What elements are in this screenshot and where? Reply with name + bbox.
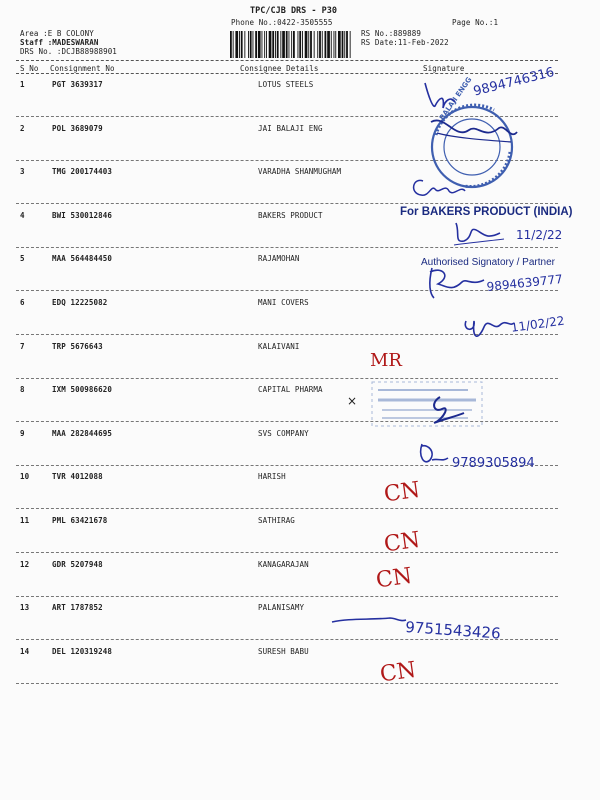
barcode-bar bbox=[233, 31, 234, 58]
row-sno: 7 bbox=[20, 341, 25, 351]
barcode-bar bbox=[350, 31, 351, 58]
row-sno: 6 bbox=[20, 298, 25, 307]
row-consignment-number: MAA 564484450 bbox=[52, 254, 112, 264]
barcode-bar bbox=[325, 31, 327, 58]
barcode-bar bbox=[298, 31, 299, 58]
company-stamp-role: Authorised Signatory / Partner bbox=[421, 257, 555, 268]
header-rule-bottom bbox=[16, 73, 558, 74]
column-header-signature: Signature bbox=[423, 64, 465, 73]
column-header-consignee: Consignee Details bbox=[240, 64, 319, 73]
barcode-bar bbox=[264, 31, 265, 58]
barcode-bar bbox=[235, 31, 238, 58]
row-consignment-number: TVR 4012088 bbox=[52, 472, 103, 482]
barcode-bar bbox=[344, 31, 345, 58]
row-consignment-number: BWI 530012846 bbox=[52, 210, 112, 220]
row-consignee-name: JAI BALAJI ENG bbox=[258, 123, 323, 133]
row-consignee-name: KALAIVANI bbox=[258, 341, 300, 351]
initials-row-11: CN bbox=[382, 527, 422, 558]
row-sno: 5 bbox=[20, 254, 25, 264]
row-consignment-number: ART 1787852 bbox=[52, 603, 103, 613]
handwritten-phone-row-13: 9751543426 bbox=[404, 618, 502, 643]
page-number: Page No.:1 bbox=[452, 18, 499, 27]
barcode-bar bbox=[282, 31, 285, 58]
row-divider bbox=[16, 683, 558, 684]
row-consignee-name: SURESH BABU bbox=[258, 646, 309, 656]
barcode-bar bbox=[262, 31, 263, 58]
column-header-consignment: Consignment No bbox=[50, 64, 115, 73]
barcode-bar bbox=[302, 31, 303, 58]
row-sno: 12 bbox=[20, 559, 30, 569]
handwritten-phone-row-9: 9789305894 bbox=[452, 456, 535, 471]
barcode-bar bbox=[289, 31, 290, 58]
drs-number: DRS No. :DCJB88988901 bbox=[20, 47, 117, 56]
row-consignment-number: MAA 282844695 bbox=[52, 428, 112, 438]
row-consignee-name: MANI COVERS bbox=[258, 298, 309, 307]
row-consignment-number: TRP 5676643 bbox=[52, 341, 103, 351]
barcode-bar bbox=[255, 31, 257, 58]
row-consignment-number: GDR 5207948 bbox=[52, 559, 103, 569]
barcode-bar bbox=[299, 31, 301, 58]
initials-row-12: CN bbox=[374, 563, 414, 594]
barcode-bar bbox=[250, 31, 252, 58]
barcode-bar bbox=[244, 31, 245, 58]
barcode-bar bbox=[258, 31, 261, 58]
row-sno: 14 bbox=[20, 646, 30, 656]
initials-row-7: MR bbox=[370, 350, 402, 371]
report-title: TPC/CJB DRS - P30 bbox=[250, 6, 337, 16]
barcode bbox=[229, 31, 352, 58]
staff-label: Staff :MADESWARAN bbox=[20, 38, 99, 47]
signature-row-4 bbox=[448, 219, 508, 249]
row-consignment-number: DEL 120319248 bbox=[52, 646, 112, 656]
barcode-bar bbox=[335, 31, 336, 58]
row-divider bbox=[16, 203, 558, 204]
row-divider bbox=[16, 596, 558, 597]
barcode-bar bbox=[322, 31, 323, 58]
signature-row-3 bbox=[405, 173, 475, 203]
barcode-bar bbox=[248, 31, 249, 58]
barcode-bar bbox=[277, 31, 279, 58]
barcode-bar bbox=[346, 31, 348, 58]
row-consignee-name: LOTUS STEELS bbox=[258, 80, 314, 89]
rs-number: RS No.:889889 bbox=[361, 29, 421, 38]
barcode-bar bbox=[272, 31, 274, 58]
tick-mark-row-8: × bbox=[347, 394, 358, 408]
row-sno: 9 bbox=[20, 428, 25, 438]
barcode-bar bbox=[317, 31, 318, 58]
row-consignee-name: CAPITAL PHARMA bbox=[258, 385, 323, 395]
barcode-bar bbox=[342, 31, 344, 58]
barcode-bar bbox=[230, 31, 232, 58]
row-divider bbox=[16, 378, 558, 379]
rs-date: RS Date:11-Feb-2022 bbox=[361, 38, 449, 47]
barcode-bar bbox=[305, 31, 308, 58]
barcode-bar bbox=[331, 31, 332, 58]
row-consignee-name: PALANISAMY bbox=[258, 603, 305, 613]
row-consignee-name: SATHIRAG bbox=[258, 516, 295, 525]
signature-row-9 bbox=[414, 440, 454, 470]
row-consignee-name: KANAGARAJAN bbox=[258, 559, 309, 569]
row-sno: 13 bbox=[20, 603, 30, 613]
area-label: Area :E B COLONY bbox=[20, 29, 94, 38]
barcode-bar bbox=[291, 31, 292, 58]
row-consignee-name: BAKERS PRODUCT bbox=[258, 210, 323, 220]
barcode-bar bbox=[241, 31, 243, 58]
round-stamp-text: BALAJI ENGG bbox=[438, 75, 474, 122]
phone-number: Phone No.:0422-3505555 bbox=[231, 18, 333, 27]
row-sno: 1 bbox=[20, 80, 25, 89]
initials-row-14: CN bbox=[378, 657, 418, 688]
barcode-bar bbox=[327, 31, 330, 58]
handwritten-date-row-4: 11/2/22 bbox=[516, 228, 563, 242]
row-sno: 8 bbox=[20, 385, 25, 395]
barcode-bar bbox=[275, 31, 276, 58]
row-consignment-number: PGT 3639317 bbox=[52, 80, 103, 89]
handwritten-phone-row-1: 9894746316 bbox=[472, 64, 556, 100]
header-rule-top bbox=[16, 60, 558, 61]
row-sno: 11 bbox=[20, 516, 30, 525]
barcode-bar bbox=[280, 31, 281, 58]
row-consignee-name: RAJAMOHAN bbox=[258, 254, 300, 264]
row-consignment-number: TMG 200174403 bbox=[52, 167, 112, 177]
initials-row-10: CN bbox=[382, 477, 422, 508]
signature-row-5 bbox=[422, 264, 492, 304]
signature-row-8 bbox=[420, 393, 470, 428]
signature-row-13 bbox=[330, 612, 410, 632]
barcode-bar bbox=[253, 31, 254, 58]
row-consignee-name: HARISH bbox=[258, 472, 286, 482]
row-consignee-name: SVS COMPANY bbox=[258, 428, 309, 438]
barcode-bar bbox=[314, 31, 315, 58]
row-sno: 2 bbox=[20, 123, 25, 133]
company-stamp-name: For BAKERS PRODUCT (INDIA) bbox=[400, 206, 573, 218]
row-divider bbox=[16, 508, 558, 509]
barcode-bar bbox=[334, 31, 335, 58]
barcode-bar bbox=[266, 31, 267, 58]
row-sno: 3 bbox=[20, 167, 25, 177]
handwritten-phone-row-5: 9894639777 bbox=[486, 272, 564, 294]
handwritten-date-row-6: 11/02/22 bbox=[510, 313, 566, 335]
row-sno: 4 bbox=[20, 210, 25, 220]
row-consignment-number: POL 3689079 bbox=[52, 123, 103, 133]
column-header-sno: S No bbox=[20, 64, 39, 73]
barcode-bar bbox=[338, 31, 341, 58]
barcode-bar bbox=[310, 31, 312, 58]
barcode-bar bbox=[239, 31, 240, 58]
row-sno: 10 bbox=[20, 472, 30, 482]
row-consignee-name: VARADHA SHANMUGHAM bbox=[258, 167, 342, 177]
barcode-bar bbox=[269, 31, 272, 58]
row-consignment-number: EDQ 12225082 bbox=[52, 298, 108, 307]
barcode-bar bbox=[293, 31, 295, 58]
row-consignment-number: IXM 500986620 bbox=[52, 385, 112, 395]
barcode-bar bbox=[286, 31, 288, 58]
barcode-bar bbox=[319, 31, 321, 58]
barcode-bar bbox=[308, 31, 309, 58]
row-consignment-number: PML 63421678 bbox=[52, 516, 108, 525]
row-divider bbox=[16, 552, 558, 553]
